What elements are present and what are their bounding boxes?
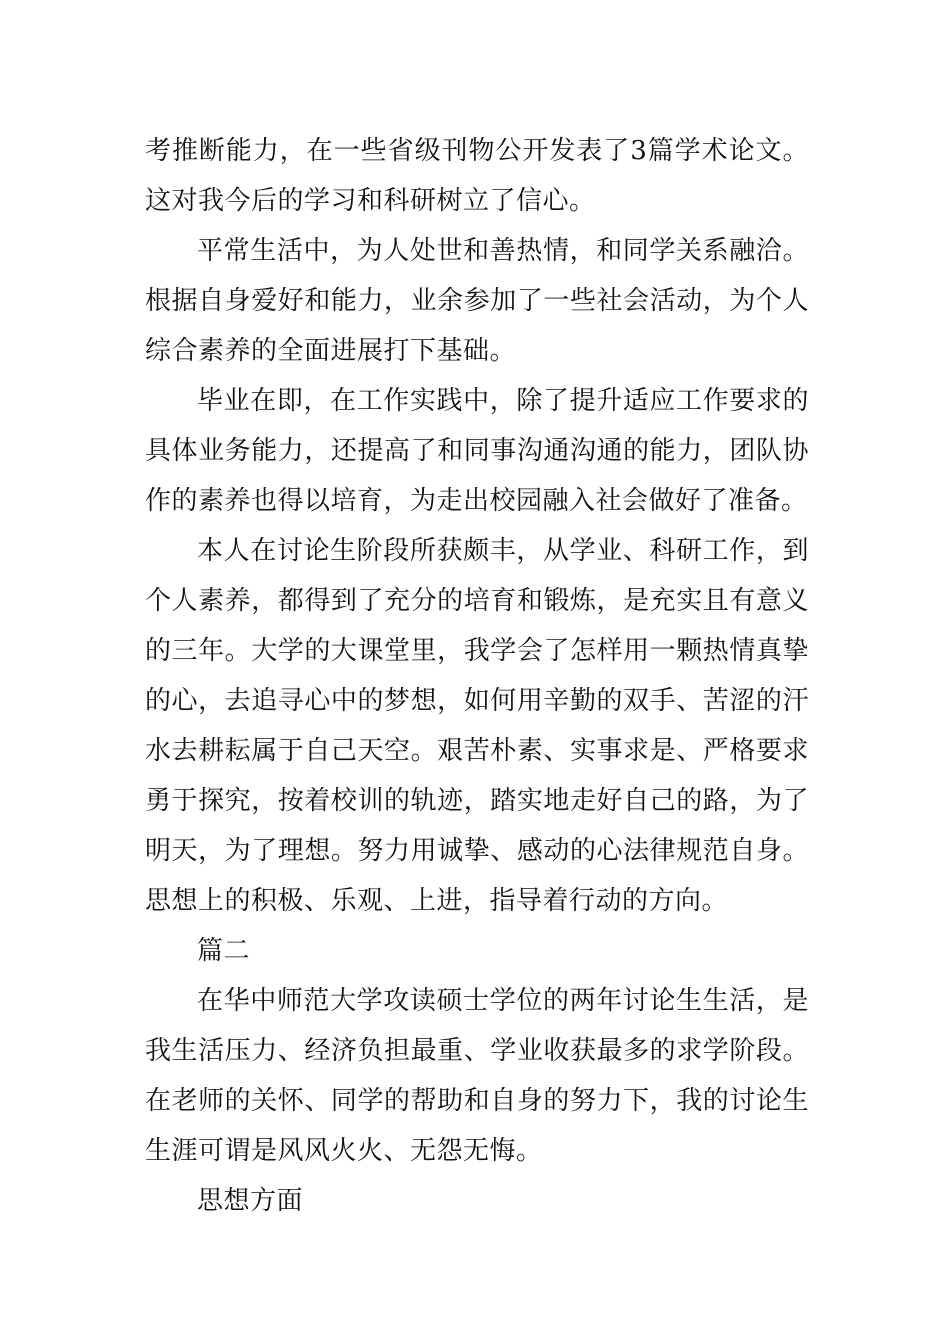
- section-heading-ideology: 思想方面: [197, 1186, 304, 1216]
- paragraph-masters-intro: 在华中师范大学攻读硕士学位的两年讨论生生活，是我生活压力、经济负担最重、学业收获最多的求学阶段。在老师的关怀、同学的帮助和自身的努力下，我的讨论生生涯可谓是风风火火、无怨无悔。: [145, 986, 809, 1166]
- paragraph-daily-life: 平常生活中，为人处世和善热情，和同学关系融洽。根据自身爱好和能力，业余参加了一些社会活动，为个人综合素养的全面进展打下基础。: [145, 236, 809, 366]
- paragraph-continuation: 考推断能力，在一些省级刊物公开发表了3篇学术论文。这对我今后的学习和科研树立了信心。: [145, 136, 809, 216]
- paragraph-graduation: 毕业在即，在工作实践中，除了提升适应工作要求的具体业务能力，还提高了和同事沟通沟通的能力，团队协作的素养也得以培育，为走出校园融入社会做好了准备。: [145, 386, 809, 516]
- section-heading-part-two: 篇二: [197, 936, 251, 966]
- document-body: [145, 126, 809, 1226]
- paragraph-summary: 本人在讨论生阶段所获颇丰，从学业、科研工作，到个人素养，都得到了充分的培育和锻炼，是充实且有意义的三年。大学的大课堂里，我学会了怎样用一颗热情真挚的心，去追寻心中的梦想，如何用辛勤的双手、苦涩的汗水去耕耘属于自己天空。艰苦朴素、实事求是、严格要求勇于探究，按着校训的轨迹，踏实地走好自己的路，为了明天，为了理想。努力用诚挚、感动的心法律规范自身。思想上的积极、乐观、上进，指导着行动的方向。: [145, 536, 809, 916]
